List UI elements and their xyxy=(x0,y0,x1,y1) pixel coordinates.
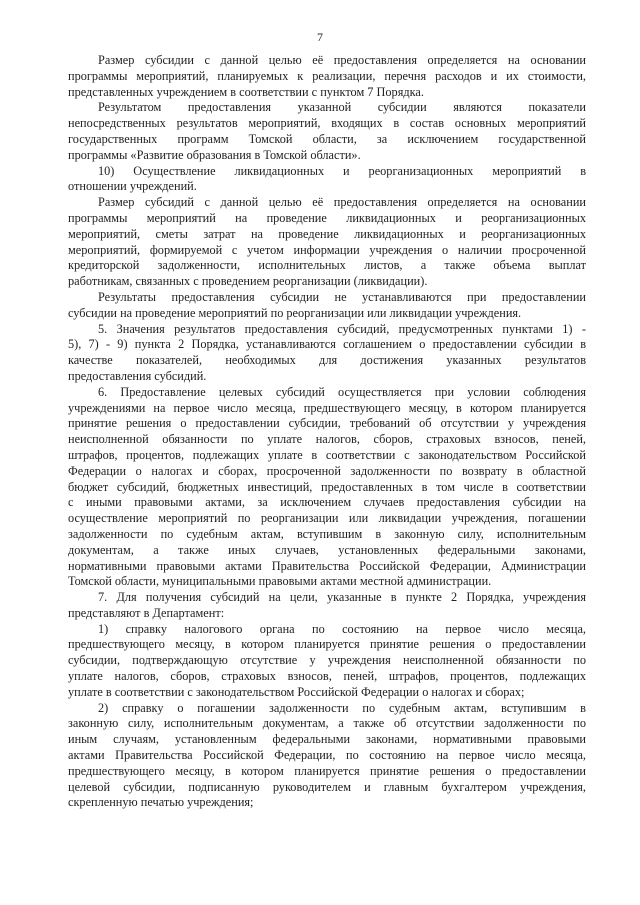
text-line: программы мероприятий на проведение ликвидационных и реорганизационных xyxy=(68,210,586,225)
paragraph xyxy=(68,195,586,290)
text-line: неисполненной обязанности по уплате налогов, сборов, страховых взносов, пеней, xyxy=(68,432,586,447)
text-line: 5), 7) - 9) пункта 2 Порядка, устанавливаются соглашением о предоставлении субсидии в xyxy=(68,337,586,352)
paragraph xyxy=(68,590,586,622)
paragraph xyxy=(68,53,586,100)
text-line: бюджет субсидий, бюджетных инвестиций, предоставленных в том числе в соответствии xyxy=(68,479,586,494)
paragraph xyxy=(68,322,586,385)
text-line: уплате налогов, сборов, страховых взносов, пеней, штрафов, процентов, подлежащих xyxy=(68,669,586,684)
text-line: 5. Значения результатов предоставления субсидий, предусмотренных пунктами 1) - xyxy=(98,321,586,336)
text-line: субсидии, подтверждающую отсутствие у учреждения неисполненной обязанности по xyxy=(68,653,586,668)
text-line: Результатом предоставления указанной субсидии являются показатели xyxy=(98,100,586,115)
paragraph xyxy=(68,701,586,812)
text-line: 7. Для получения субсидий на цели, указанные в пункте 2 Порядка, учреждения xyxy=(98,590,586,605)
text-line: Размер субсидий с данной целью её предоставления определяется на основании xyxy=(98,195,586,210)
text-line: Федерации о налогах и сборах, просроченной задолженности по возврату в областной xyxy=(68,463,586,478)
paragraph xyxy=(68,622,586,701)
text-line: предоставления субсидий. xyxy=(68,368,207,383)
text-line: Размер субсидии с данной целью её предоставления определяется на основании xyxy=(98,53,586,67)
text-line: законную силу, исполнительным документам, а также об отсутствии задолженности по xyxy=(68,716,586,731)
text-line: Томской области, муниципальными правовыми актами местной администрации. xyxy=(68,574,492,589)
text-line: 2) справку о погашении задолженности по судебным актам, вступившим в xyxy=(98,700,586,715)
text-line: задолженности по судебным актам, вступившим в законную силу, исполнительным xyxy=(68,526,586,541)
text-line: нормативными правовыми актами Правительства Российской Федерации, Администрации xyxy=(68,558,586,573)
text-line: целевой субсидии, подписанную руководителем и главным бухгалтером учреждения, xyxy=(68,779,586,794)
text-line: Результаты предоставления субсидии не устанавливаются при предоставлении xyxy=(98,289,586,304)
text-line: скрепленную печатью учреждения; xyxy=(68,795,254,810)
text-line: предшествующего месяцу, в котором планируется принятие решения о предоставлении xyxy=(68,763,586,778)
text-line: уплате в соответствии с законодательством Российской Федерации о налогах и сборах; xyxy=(68,684,525,699)
text-line: 10) Осуществление ликвидационных и реорганизационных мероприятий в xyxy=(98,163,586,178)
text-line: иным случаям, установленным федеральными законами, нормативными правовыми xyxy=(68,732,586,747)
text-line: программы мероприятий, планируемых к реализации, перечня расходов и их стоимости, xyxy=(68,68,586,83)
paragraph xyxy=(68,385,586,590)
text-line: актами Правительства Российской Федерации, по состоянию на первое число месяца, xyxy=(68,748,586,763)
text-line: отношении учреждений. xyxy=(68,179,197,194)
page-number: 7 xyxy=(317,30,323,44)
paragraph xyxy=(68,290,586,322)
text-line: мероприятий, сметы затрат на проведение ликвидационных и реорганизационных xyxy=(68,226,586,241)
text-line: принятие решения о предоставлении субсидии, требований об отсутствии у учреждения xyxy=(68,416,586,431)
text-line: непосредственных результатов мероприятий, входящих в состав основных мероприятий xyxy=(68,116,586,131)
text-line: государственных программ Томской области, за исключением государственной xyxy=(68,131,586,146)
text-line: осуществление мероприятий по реорганизации или ликвидации учреждения, погашении xyxy=(68,511,586,526)
text-line: работникам, связанных с проведением реорганизации (ликвидации). xyxy=(68,274,428,289)
text-line: с иными правовыми актами, за исключением случаев предоставления субсидии на xyxy=(68,495,586,510)
text-line: мероприятий, формируемой с учетом информации учреждения о наличии просроченной xyxy=(68,242,586,257)
paragraph xyxy=(68,164,586,196)
document-body xyxy=(68,53,586,811)
text-line: субсидии на проведение мероприятий по реорганизации или ликвидации учреждения. xyxy=(68,305,522,320)
text-line: представленных учреждением в соответствии с пунктом 7 Порядка. xyxy=(68,84,424,99)
text-line: представляют в Департамент: xyxy=(68,605,225,620)
text-line: качестве показателей, необходимых для достижения указанных результатов xyxy=(68,353,586,368)
text-line: 6. Предоставление целевых субсидий осуществляется при условии соблюдения xyxy=(98,384,586,399)
text-line: документам, а также иных случаев, установленных федеральными законами, xyxy=(68,542,586,557)
text-line: кредиторской задолженности, исполнительных листов, а также объема выплат xyxy=(68,258,586,273)
text-line: 1) справку налогового органа по состоянию на первое число месяца, xyxy=(98,621,586,636)
text-line: штрафов, процентов, подлежащих уплате в соответствии с законодательством Российской xyxy=(68,447,586,462)
paragraph xyxy=(68,100,586,163)
text-line: программы «Развитие образования в Томской области». xyxy=(68,147,361,162)
text-line: учреждениями на первое число месяца, предшествующего месяцу, в котором планируется xyxy=(68,400,586,415)
text-line: предшествующего месяцу, в котором планируется принятие решения о предоставлении xyxy=(68,637,586,652)
